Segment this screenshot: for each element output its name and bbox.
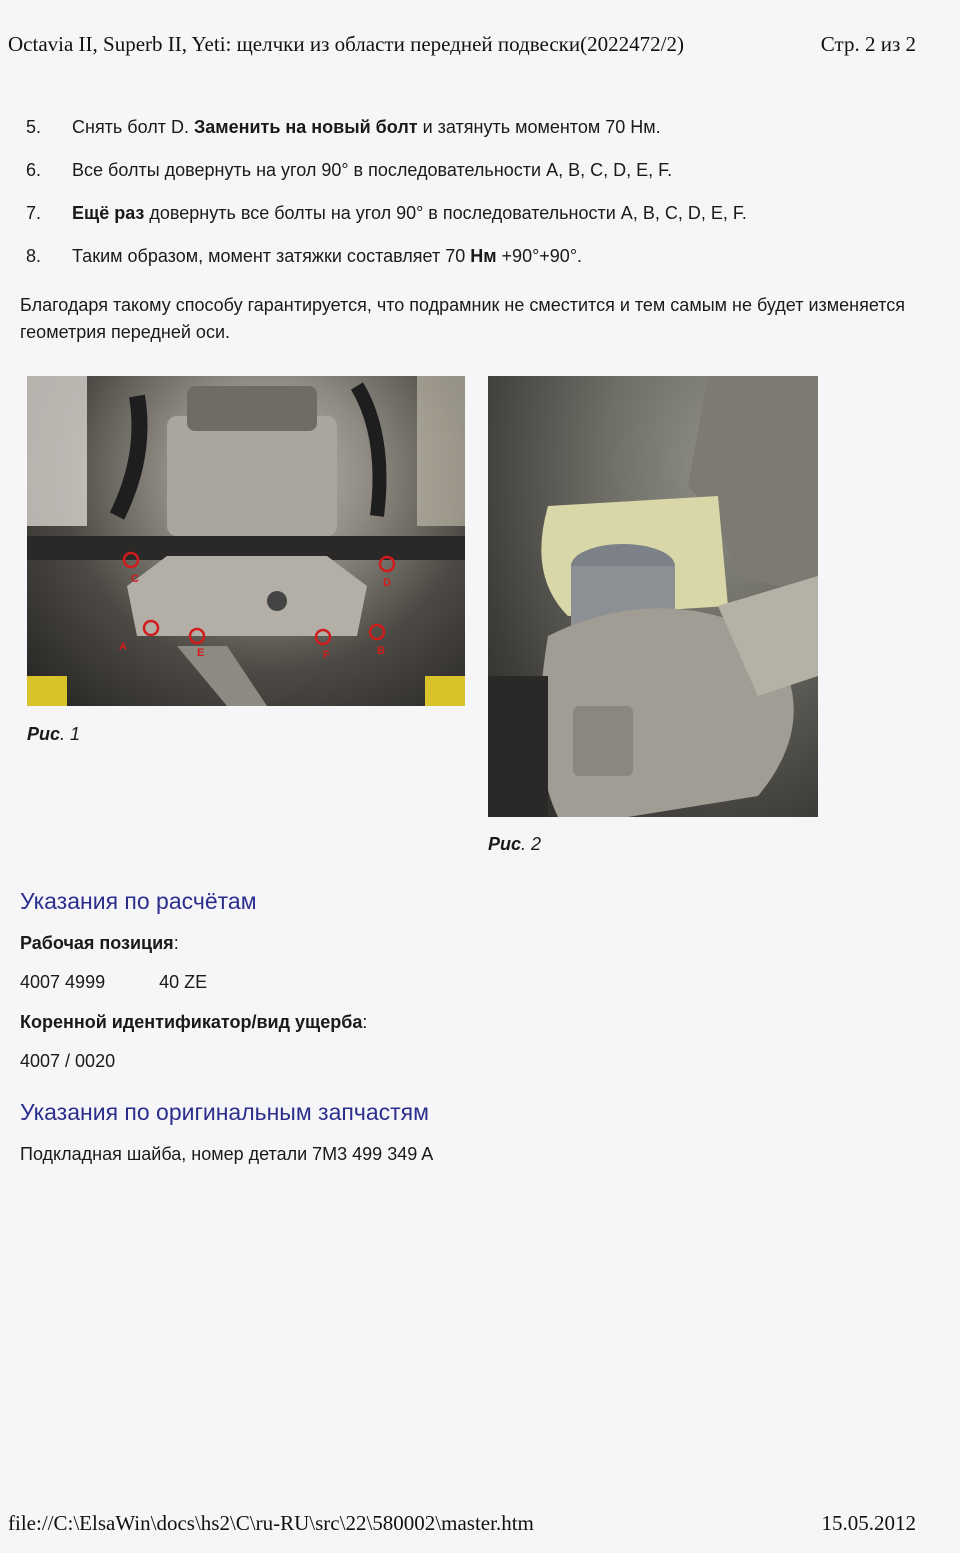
- parts-heading: Указания по оригинальным запчастям: [20, 1099, 429, 1125]
- page-header: [8, 32, 916, 57]
- steps-list: [20, 117, 747, 289]
- explanation-paragraph: Благодаря такому способу гарантируется, что подрамник не сместится и тем самым не будет изменяется геометрия передней оси.: [20, 295, 906, 342]
- print-date: 15.05.2012: [821, 1511, 916, 1535]
- bolt-marker-d: [380, 557, 394, 571]
- calc-heading: Указания по расчётам: [20, 888, 257, 914]
- bolt-marker-e: [190, 629, 204, 643]
- bolt-label-f: F: [323, 649, 330, 661]
- bolt-illustration: [488, 376, 818, 817]
- document-title: Octavia II, Superb II, Yeti: щелчки из области передней подвески(2022472/2): [8, 32, 684, 56]
- work-position-label: Рабочая позиция:: [20, 933, 179, 953]
- file-path: file://C:\ElsaWin\docs\hs2\C\ru-RU\src\22\580002\master.htm: [8, 1511, 534, 1535]
- parts-text: Подкладная шайба, номер детали 7M3 499 349 A: [20, 1144, 434, 1164]
- work-code: 4007 4999: [20, 972, 106, 992]
- figure-2-caption: Рис. 2: [488, 834, 542, 854]
- page-number: Стр. 2 из 2: [820, 32, 916, 56]
- step-item: 7. Ещё раз довернуть все болты на угол 90° в последовательности A, B, C, D, E, F.: [26, 203, 747, 223]
- bolt-markers: [27, 376, 465, 706]
- bolt-label-b: B: [377, 645, 385, 657]
- page-footer: [8, 1511, 916, 1536]
- bolt-label-e: E: [197, 647, 205, 659]
- bolt-closeup-photo: [488, 376, 818, 817]
- bolt-marker-c: [124, 553, 138, 567]
- bolt-marker-f: [316, 630, 330, 644]
- damage-id-label: Коренной идентификатор/вид ущерба:: [20, 1012, 368, 1032]
- figure-1-caption: Рис. 1: [27, 724, 81, 744]
- subframe-photo: [27, 376, 465, 706]
- work-units: 40 ZE: [159, 972, 208, 992]
- step-item: 6. Все болты довернуть на угол 90° в последовательности A, B, C, D, E, F.: [26, 160, 673, 180]
- bolt-label-c: C: [131, 573, 139, 585]
- bolt-marker-b: [370, 625, 384, 639]
- work-position-value: [20, 972, 207, 993]
- damage-id-value: 4007 / 0020: [20, 1051, 116, 1071]
- bolt-label-d: D: [383, 577, 391, 589]
- step-item: 5. Снять болт D. Заменить на новый болт и затянуть моментом 70 Нм.: [26, 117, 661, 137]
- step-item: 8. Таким образом, момент затяжки составляет 70 Нм +90°+90°.: [26, 246, 583, 266]
- bolt-label-a: A: [119, 641, 127, 653]
- bolt-marker-a: [144, 621, 158, 635]
